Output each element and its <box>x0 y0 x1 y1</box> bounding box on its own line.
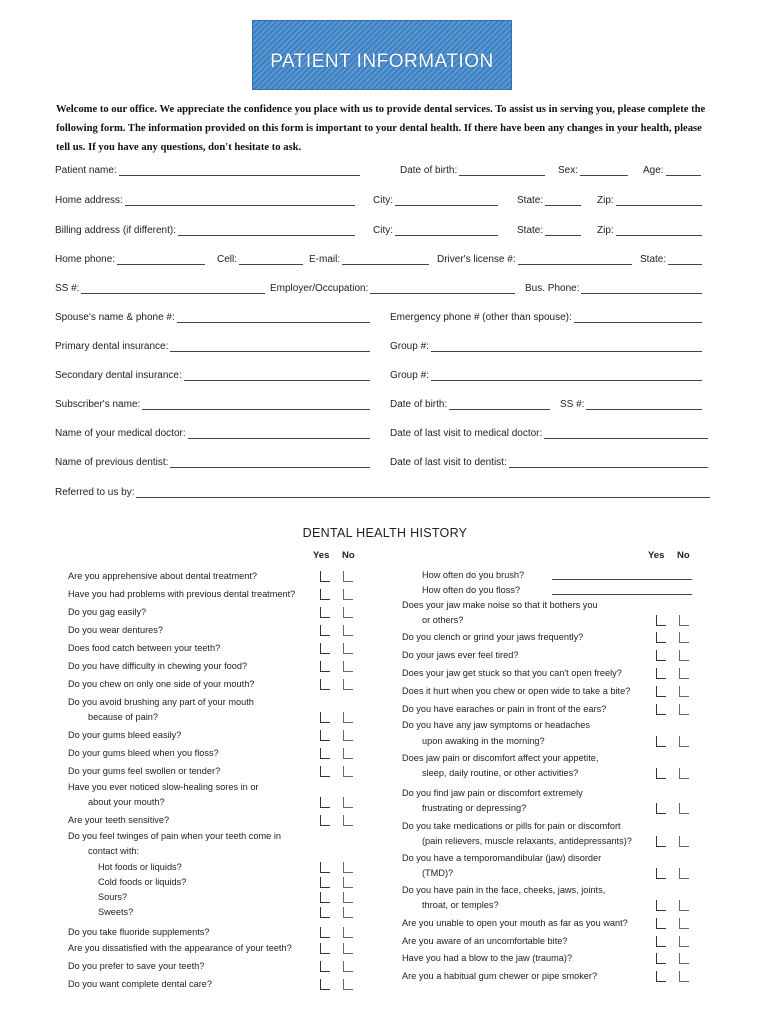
right-yes-checkbox[interactable] <box>656 736 666 747</box>
right-yes-checkbox[interactable] <box>656 900 666 911</box>
left-no-checkbox[interactable] <box>343 730 353 741</box>
left-question <box>68 831 281 841</box>
right-question-text: sleep, daily routine, or other activities? <box>422 768 579 778</box>
left-no-checkbox[interactable] <box>343 679 353 690</box>
left-no-checkbox[interactable] <box>343 943 353 954</box>
right-question <box>402 632 583 642</box>
dental-history-title: DENTAL HEALTH HISTORY <box>302 526 468 540</box>
left-question <box>68 943 292 953</box>
secondary-group-field[interactable]: Group #: <box>390 369 702 381</box>
bus-phone-field[interactable]: Bus. Phone: <box>525 282 702 294</box>
right-question <box>422 868 453 878</box>
zip-field[interactable]: Zip: <box>597 194 702 206</box>
right-no-checkbox[interactable] <box>679 918 689 929</box>
left-question-text: Do you have difficulty in chewing your food? <box>68 661 248 671</box>
billing-city-field[interactable]: City: <box>373 224 498 236</box>
left-yes-checkbox[interactable] <box>320 766 330 777</box>
row-referred <box>55 486 715 504</box>
left-question <box>68 815 169 825</box>
right-question-text: Do you have earaches or pain in front of the ears? <box>402 704 607 714</box>
right-question <box>402 650 518 660</box>
employer-field[interactable]: Employer/Occupation: <box>270 282 515 294</box>
right-question <box>402 686 630 696</box>
left-question-text: Are you dissatisfied with the appearance of your teeth? <box>68 943 292 953</box>
referred-by-field[interactable]: Referred to us by: <box>55 486 710 498</box>
right-question-text: Does your jaw make noise so that it bothers you <box>402 600 598 610</box>
left-question-text: Do your gums feel swollen or tender? <box>68 766 221 776</box>
right-question-text: Do you clench or grind your jaws frequently? <box>402 632 584 642</box>
left-question-text: Sweets? <box>98 907 134 917</box>
row-home-address <box>55 194 715 212</box>
row-patient <box>55 164 715 182</box>
left-question <box>68 961 204 971</box>
right-no-checkbox[interactable] <box>679 736 689 747</box>
left-question <box>68 607 146 617</box>
left-question <box>68 730 181 740</box>
left-no-checkbox[interactable] <box>343 979 353 990</box>
right-question <box>402 821 621 831</box>
spouse-field[interactable]: Spouse's name & phone #: <box>55 311 370 323</box>
right-question <box>402 953 572 963</box>
left-question-text: Do you take fluoride supplements? <box>68 927 210 937</box>
right-question <box>402 918 628 928</box>
primary-group-field[interactable]: Group #: <box>390 340 702 352</box>
right-question <box>422 836 632 846</box>
right-question-text: Are you a habitual gum chewer or pipe smoker? <box>402 971 598 981</box>
left-question <box>98 862 182 872</box>
right-no-checkbox[interactable] <box>679 704 689 715</box>
left-question <box>98 907 133 917</box>
left-question-text: Do you want complete dental care? <box>68 979 213 989</box>
left-question-text: Do you wear dentures? <box>68 625 163 635</box>
right-question-text: upon awaking in the morning? <box>422 736 545 746</box>
left-no-checkbox[interactable] <box>343 571 353 582</box>
row-phones <box>55 253 715 271</box>
right-question <box>402 788 583 798</box>
left-question <box>88 797 165 807</box>
right-question-text: How often do you floss? <box>422 585 521 595</box>
right-question <box>402 720 590 730</box>
billing-address-field[interactable]: Billing address (if different): <box>55 224 355 236</box>
row-ss <box>55 282 715 300</box>
right-question-text: Are you unable to open your mouth as far as you want? <box>402 918 628 928</box>
subscriber-name-field[interactable]: Subscriber's name: <box>55 398 370 410</box>
row-spouse <box>55 311 715 329</box>
left-question-text: Do your gums bleed easily? <box>68 730 182 740</box>
intro-text: Welcome to our office. We appreciate the confidence you place with us to provide dental services. To assist us in serving you, please complete the following form. The information provided on this form is important to your dental health. If there have been any changes in your health, please tell us. If you have any questions, don't hesitate to ask. <box>56 104 706 153</box>
email-field[interactable]: E-mail: <box>309 253 429 265</box>
left-no-checkbox[interactable] <box>343 815 353 826</box>
title-banner <box>252 20 512 90</box>
right-no-checkbox[interactable] <box>679 615 689 626</box>
dob-field[interactable]: Date of birth: <box>400 164 545 176</box>
last-visit-medical-field[interactable]: Date of last visit to medical doctor: <box>390 427 708 439</box>
right-question-text: Do you have pain in the face, cheeks, jaws, joints, <box>402 885 606 895</box>
row-previous-dentist <box>55 456 715 474</box>
left-question-text: Do you avoid brushing any part of your mouth <box>68 697 254 707</box>
right-yes-checkbox[interactable] <box>656 918 666 929</box>
right-yes-checkbox[interactable] <box>656 686 666 697</box>
right-question-text: Have you had a blow to the jaw (trauma)? <box>402 953 573 963</box>
left-yes-checkbox[interactable] <box>320 712 330 723</box>
right-question-text: Do your jaws ever feel tired? <box>402 650 519 660</box>
last-visit-dentist-field[interactable]: Date of last visit to dentist: <box>390 456 708 468</box>
right-no-checkbox[interactable] <box>679 668 689 679</box>
right-question-text: Do you take medications or pills for pain or discomfort <box>402 821 621 831</box>
home-address-field[interactable]: Home address: <box>55 194 355 206</box>
left-question <box>68 661 247 671</box>
right-question-text: (TMD)? <box>422 868 454 878</box>
left-yes-checkbox[interactable] <box>320 730 330 741</box>
left-yes-header: Yes <box>313 550 330 561</box>
cell-field[interactable]: Cell: <box>217 253 303 265</box>
left-question-text: Do you prefer to save your teeth? <box>68 961 205 971</box>
emergency-phone-field[interactable]: Emergency phone # (other than spouse): <box>390 311 702 323</box>
left-question-text: Are your teeth sensitive? <box>68 815 170 825</box>
dl-state-field[interactable]: State: <box>640 253 702 265</box>
billing-state-field[interactable]: State: <box>517 224 581 236</box>
right-question <box>402 936 567 946</box>
row-primary-insurance <box>55 340 715 358</box>
left-no-checkbox[interactable] <box>343 877 353 888</box>
left-no-checkbox[interactable] <box>343 712 353 723</box>
left-question <box>68 927 209 937</box>
left-no-checkbox[interactable] <box>343 748 353 759</box>
right-yes-checkbox[interactable] <box>656 936 666 947</box>
row-medical-doctor <box>55 427 715 445</box>
left-yes-checkbox[interactable] <box>320 877 330 888</box>
left-yes-checkbox[interactable] <box>320 927 330 938</box>
right-yes-checkbox[interactable] <box>656 615 666 626</box>
left-yes-checkbox[interactable] <box>320 607 330 618</box>
right-no-checkbox[interactable] <box>679 768 689 779</box>
left-question <box>68 571 257 581</box>
right-yes-checkbox[interactable] <box>656 650 666 661</box>
medical-doctor-field[interactable]: Name of your medical doctor: <box>55 427 370 439</box>
left-no-checkbox[interactable] <box>343 643 353 654</box>
left-question <box>68 643 220 653</box>
age-field[interactable]: Age: <box>643 164 701 176</box>
left-yes-checkbox[interactable] <box>320 571 330 582</box>
subscriber-ss-field[interactable]: SS #: <box>560 398 702 410</box>
right-question-text: (pain relievers, muscle relaxants, antidepressants)? <box>422 836 632 846</box>
subscriber-dob-field[interactable]: Date of birth: <box>390 398 550 410</box>
right-no-checkbox[interactable] <box>679 650 689 661</box>
right-question-text: Does your jaw get stuck so that you can't open freely? <box>402 668 622 678</box>
left-question <box>68 697 254 707</box>
right-yes-checkbox[interactable] <box>656 803 666 814</box>
left-no-header: No <box>342 550 355 561</box>
left-question <box>98 892 127 902</box>
right-no-checkbox[interactable] <box>679 936 689 947</box>
right-no-header: No <box>677 550 690 561</box>
left-question-text: Do you feel twinges of pain when your teeth come in <box>68 831 281 841</box>
right-yes-checkbox[interactable] <box>656 668 666 679</box>
ss-field[interactable]: SS #: <box>55 282 265 294</box>
right-question-text: throat, or temples? <box>422 900 499 910</box>
left-yes-checkbox[interactable] <box>320 748 330 759</box>
page-title: PATIENT INFORMATION <box>270 51 494 72</box>
left-question-text: about your mouth? <box>88 797 165 807</box>
left-yes-checkbox[interactable] <box>320 892 330 903</box>
right-question-text: Are you aware of an uncomfortable bite? <box>402 936 568 946</box>
right-yes-checkbox[interactable] <box>656 632 666 643</box>
right-no-checkbox[interactable] <box>679 953 689 964</box>
left-question-text: Do you chew on only one side of your mouth? <box>68 679 255 689</box>
left-question-text: Do your gums bleed when you floss? <box>68 748 219 758</box>
right-question-text: Do you have any jaw symptoms or headaches <box>402 720 590 730</box>
row-subscriber <box>55 398 715 416</box>
left-question <box>68 625 163 635</box>
right-question-text: Do you have a temporomandibular (jaw) disorder <box>402 853 602 863</box>
right-no-checkbox[interactable] <box>679 803 689 814</box>
right-yes-checkbox[interactable] <box>656 768 666 779</box>
left-yes-checkbox[interactable] <box>320 661 330 672</box>
right-question-text: or others? <box>422 615 464 625</box>
right-question-text: Does jaw pain or discomfort affect your appetite, <box>402 753 599 763</box>
left-question <box>88 712 158 722</box>
left-yes-checkbox[interactable] <box>320 625 330 636</box>
left-question-text: because of pain? <box>88 712 158 722</box>
right-yes-checkbox[interactable] <box>656 868 666 879</box>
right-question <box>422 736 545 746</box>
right-question <box>422 768 578 778</box>
left-no-checkbox[interactable] <box>343 961 353 972</box>
left-no-checkbox[interactable] <box>343 797 353 808</box>
billing-zip-field[interactable]: Zip: <box>597 224 702 236</box>
left-no-checkbox[interactable] <box>343 607 353 618</box>
left-question-text: Do you gag easily? <box>68 607 147 617</box>
right-no-checkbox[interactable] <box>679 836 689 847</box>
left-no-checkbox[interactable] <box>343 661 353 672</box>
left-question-text: Are you apprehensive about dental treatment? <box>68 571 257 581</box>
right-question <box>422 900 499 910</box>
right-no-checkbox[interactable] <box>679 971 689 982</box>
left-question <box>68 589 295 599</box>
left-yes-checkbox[interactable] <box>320 643 330 654</box>
right-yes-checkbox[interactable] <box>656 971 666 982</box>
right-question-text: frustrating or depressing? <box>422 803 527 813</box>
left-question <box>68 766 220 776</box>
left-question-text: contact with: <box>88 846 140 856</box>
right-question-text: How often do you brush? <box>422 570 525 580</box>
left-no-checkbox[interactable] <box>343 862 353 873</box>
left-yes-checkbox[interactable] <box>320 815 330 826</box>
state-field[interactable]: State: <box>517 194 581 206</box>
left-question <box>68 748 219 758</box>
left-yes-checkbox[interactable] <box>320 961 330 972</box>
left-no-checkbox[interactable] <box>343 927 353 938</box>
right-question <box>402 704 606 714</box>
right-question <box>422 570 524 580</box>
left-question-text: Have you had problems with previous dental treatment? <box>68 589 296 599</box>
right-question <box>422 615 463 625</box>
right-yes-checkbox[interactable] <box>656 953 666 964</box>
right-no-checkbox[interactable] <box>679 868 689 879</box>
left-no-checkbox[interactable] <box>343 892 353 903</box>
left-question <box>68 679 254 689</box>
right-question <box>422 803 526 813</box>
left-question <box>68 782 258 792</box>
left-question <box>88 846 139 856</box>
right-no-checkbox[interactable] <box>679 632 689 643</box>
right-no-checkbox[interactable] <box>679 900 689 911</box>
right-question <box>402 668 622 678</box>
left-question-text: Does food catch between your teeth? <box>68 643 221 653</box>
left-question-text: Have you ever noticed slow-healing sores in or <box>68 782 259 792</box>
left-question <box>68 979 212 989</box>
home-phone-field[interactable]: Home phone: <box>55 253 205 265</box>
left-yes-checkbox[interactable] <box>320 679 330 690</box>
right-question <box>402 853 601 863</box>
left-yes-checkbox[interactable] <box>320 797 330 808</box>
sex-field[interactable]: Sex: <box>558 164 628 176</box>
left-no-checkbox[interactable] <box>343 625 353 636</box>
right-yes-checkbox[interactable] <box>656 704 666 715</box>
left-question-text: Hot foods or liquids? <box>98 862 182 872</box>
left-yes-checkbox[interactable] <box>320 943 330 954</box>
left-no-checkbox[interactable] <box>343 589 353 600</box>
right-question <box>402 600 598 610</box>
drivers-license-field[interactable]: Driver's license #: <box>437 253 632 265</box>
brush-frequency-input[interactable] <box>552 579 692 580</box>
patient-name-field[interactable]: Patient name: <box>55 164 360 176</box>
right-question-text: Does it hurt when you chew or open wide to take a bite? <box>402 686 631 696</box>
city-field[interactable]: City: <box>373 194 498 206</box>
previous-dentist-field[interactable]: Name of previous dentist: <box>55 456 370 468</box>
right-no-checkbox[interactable] <box>679 686 689 697</box>
left-question <box>98 877 186 887</box>
right-yes-header: Yes <box>648 550 665 561</box>
left-yes-checkbox[interactable] <box>320 862 330 873</box>
right-question-text: Do you find jaw pain or discomfort extremely <box>402 788 583 798</box>
left-yes-checkbox[interactable] <box>320 589 330 600</box>
right-yes-checkbox[interactable] <box>656 836 666 847</box>
right-question <box>422 585 520 595</box>
left-question-text: Cold foods or liquids? <box>98 877 187 887</box>
secondary-insurance-field[interactable]: Secondary dental insurance: <box>55 369 370 381</box>
row-billing-address <box>55 224 715 242</box>
left-yes-checkbox[interactable] <box>320 907 330 918</box>
left-question-text: Sours? <box>98 892 128 902</box>
floss-frequency-input[interactable] <box>552 594 692 595</box>
row-secondary-insurance <box>55 369 715 387</box>
left-no-checkbox[interactable] <box>343 766 353 777</box>
left-yes-checkbox[interactable] <box>320 979 330 990</box>
right-question <box>402 753 598 763</box>
right-question <box>402 971 597 981</box>
right-question <box>402 885 605 895</box>
primary-insurance-field[interactable]: Primary dental insurance: <box>55 340 370 352</box>
left-no-checkbox[interactable] <box>343 907 353 918</box>
